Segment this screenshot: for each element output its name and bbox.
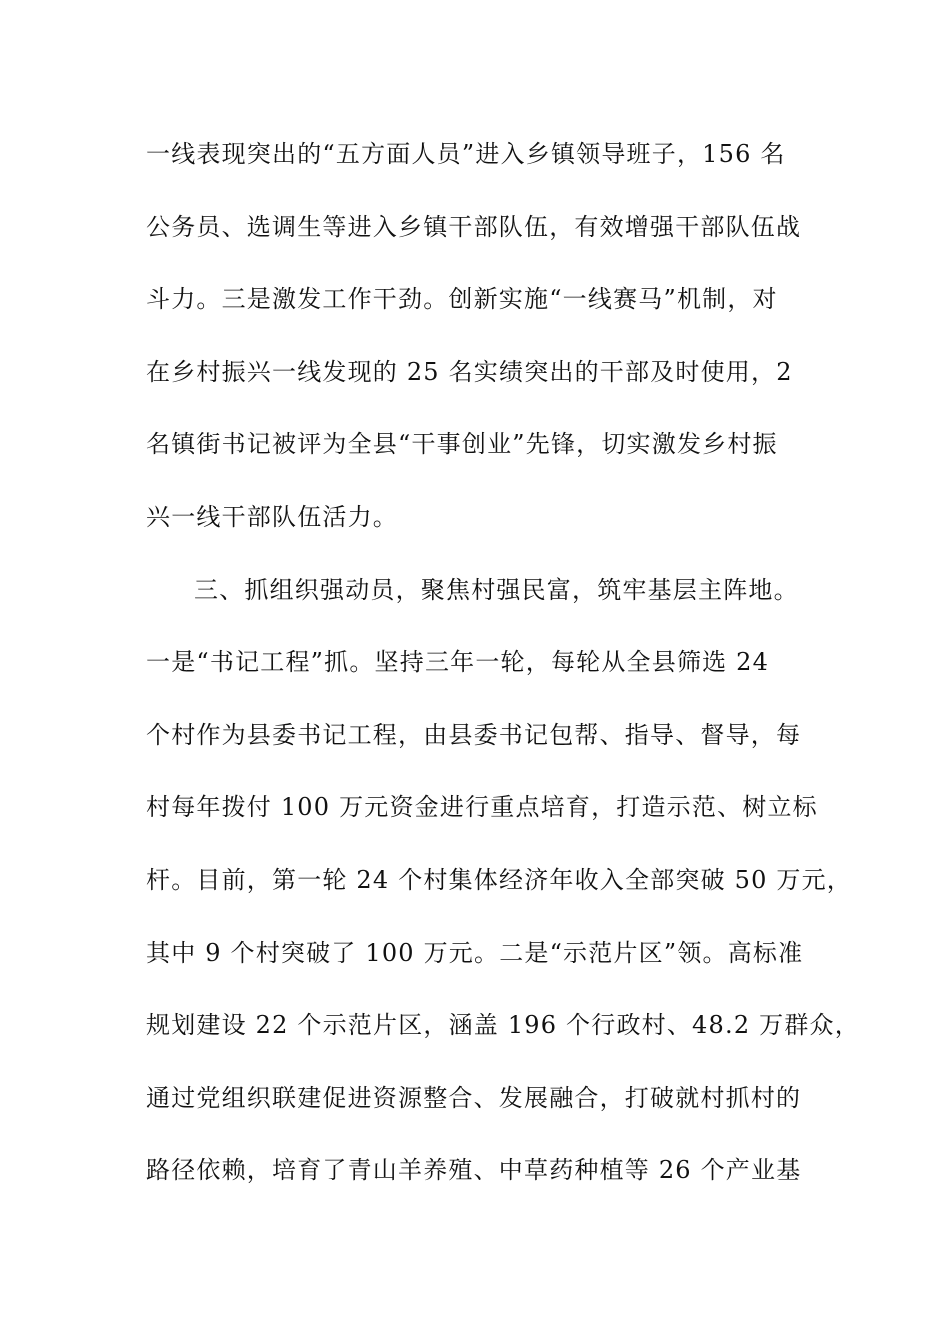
text-line: 通过党组织联建促进资源整合、发展融合，打破就村抓村的 bbox=[146, 1083, 802, 1112]
text-line: 其中 9 个村突破了 100 万元。二是“示范片区”领。高标准 bbox=[146, 938, 804, 967]
text-line: 名镇街书记被评为全县“干事创业”先锋，切实激发乡村振 bbox=[146, 430, 778, 459]
text-line: 规划建设 22 个示范片区，涵盖 196 个行政村、48.2 万群众， bbox=[146, 1011, 860, 1040]
text-line: 在乡村振兴一线发现的 25 名实绩突出的干部及时使用，2 bbox=[146, 357, 793, 386]
text-line: 斗力。三是激发工作干劲。创新实施“一线赛马”机制，对 bbox=[146, 285, 778, 314]
text-line: 兴一线干部队伍活力。 bbox=[146, 502, 398, 531]
document-body bbox=[146, 128, 860, 1217]
text-line: 公务员、选调生等进入乡镇干部队伍，有效增强干部队伍战 bbox=[146, 212, 802, 241]
text-line: 一是“书记工程”抓。坚持三年一轮，每轮从全县筛选 24 bbox=[146, 648, 770, 677]
text-line: 一线表现突出的“五方面人员”进入乡镇领导班子，156 名 bbox=[146, 140, 786, 168]
section-heading-line: 三、抓组织强动员，聚焦村强民富，筑牢基层主阵地。 bbox=[194, 575, 799, 604]
text-line: 村每年拨付 100 万元资金进行重点培育，打造示范、树立标 bbox=[146, 793, 818, 822]
text-line: 杆。目前，第一轮 24 个村集体经济年收入全部突破 50 万元， bbox=[146, 865, 852, 894]
text-line: 个村作为县委书记工程，由县委书记包帮、指导、督导，每 bbox=[146, 720, 802, 749]
text-line: 路径依赖，培育了青山羊养殖、中草药种植等 26 个产业基 bbox=[146, 1156, 802, 1185]
